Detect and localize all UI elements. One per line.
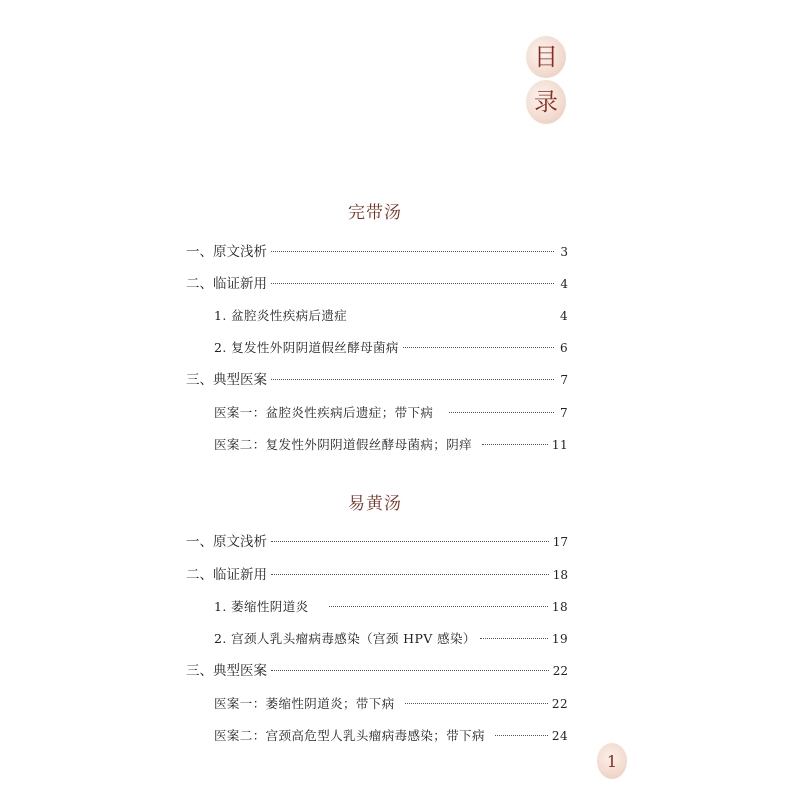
toc-entry-page: 17 <box>552 535 568 549</box>
toc-entry-label: 医案二：复发性外阴阴道假丝酵母菌病；阴痒 <box>214 437 473 452</box>
dot-leader <box>403 347 554 348</box>
dot-leader <box>480 638 548 639</box>
toc-entry-label: 二、临证新用 <box>186 276 267 292</box>
toc-entry-page: 22 <box>552 664 568 678</box>
toc-entry[interactable] <box>214 404 568 422</box>
toc-entry-page: 3 <box>560 245 568 259</box>
section-title: 易黄汤 <box>348 494 402 514</box>
dot-leader <box>482 444 548 445</box>
dot-leader <box>271 541 549 542</box>
dot-leader <box>495 735 548 736</box>
toc-entry-page: 18 <box>551 600 568 614</box>
toc-entry-label: 医案一：盆腔炎性疾病后遗症；带下病 <box>214 405 434 420</box>
toc-entry[interactable] <box>186 243 568 261</box>
section-title: 完带汤 <box>348 203 402 223</box>
toc-entry-page: 22 <box>551 697 568 711</box>
toc-entry[interactable] <box>214 695 568 713</box>
dot-leader <box>405 703 548 704</box>
heading-char-1: 目 <box>526 36 566 78</box>
page-number: 1 <box>597 743 627 779</box>
heading-char-2: 录 <box>526 80 566 124</box>
toc-entry-label: 三、典型医案 <box>186 663 267 679</box>
toc-entry-label: 二、临证新用 <box>186 567 267 583</box>
dot-leader <box>271 574 549 575</box>
toc-entry-label: 2. 复发性外阴阴道假丝酵母菌病 <box>214 340 399 355</box>
toc-entry-label: 一、原文浅析 <box>186 244 267 260</box>
toc-entry-page: 24 <box>551 729 568 743</box>
toc-entry-page: 6 <box>559 341 568 355</box>
dot-leader <box>271 251 554 252</box>
toc-entry[interactable] <box>186 566 568 584</box>
toc-entry[interactable] <box>186 662 568 680</box>
dot-leader <box>449 412 554 413</box>
toc-entry-page: 18 <box>552 568 568 582</box>
toc-entry-label: 医案一：萎缩性阴道炎；带下病 <box>214 696 395 711</box>
toc-entry[interactable] <box>214 436 568 454</box>
toc-entry[interactable] <box>186 275 568 293</box>
dot-leader <box>329 606 548 607</box>
toc-entry[interactable] <box>214 598 568 616</box>
toc-entry-page: 19 <box>551 632 568 646</box>
toc-entry-label: 医案二：宫颈高危型人乳头瘤病毒感染；带下病 <box>214 728 485 743</box>
toc-entry[interactable] <box>186 533 568 551</box>
toc-entry[interactable] <box>214 630 568 648</box>
toc-entry[interactable] <box>214 727 568 745</box>
toc-entry[interactable] <box>214 339 568 357</box>
dot-leader <box>271 379 554 380</box>
toc-entry-label: 1. 萎缩性阴道炎 <box>214 599 309 614</box>
toc-entry-page: 4 <box>560 277 568 291</box>
toc-entry-page: 4 <box>559 309 568 323</box>
toc-heading <box>526 36 566 126</box>
toc-entry-label: 三、典型医案 <box>186 372 267 388</box>
toc-entry-page: 11 <box>551 438 568 452</box>
toc-entry-label: 一、原文浅析 <box>186 534 267 550</box>
toc-entry-page: 7 <box>560 373 568 387</box>
dot-leader <box>271 670 549 671</box>
toc-entry-label: 1. 盆腔炎性疾病后遗症 <box>214 308 348 323</box>
toc-entry[interactable] <box>214 307 568 325</box>
dot-leader <box>271 283 554 284</box>
toc-entry-label: 2. 宫颈人乳头瘤病毒感染（宫颈 HPV 感染） <box>214 631 476 646</box>
toc-entry[interactable] <box>186 371 568 389</box>
toc-entry-page: 7 <box>559 406 568 420</box>
